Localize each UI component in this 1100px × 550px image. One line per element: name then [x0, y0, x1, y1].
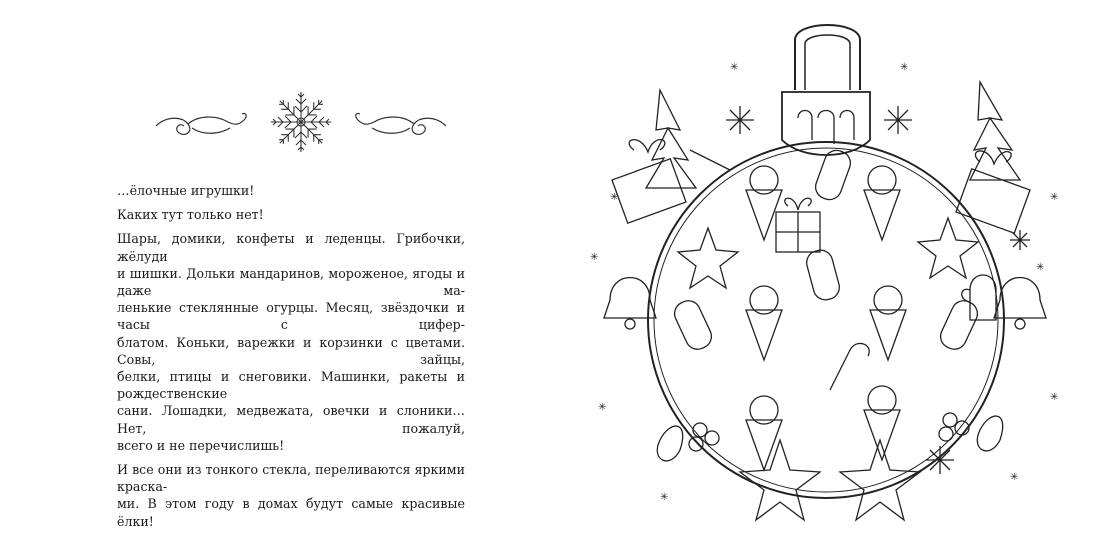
svg-text:✳: ✳: [610, 192, 619, 203]
paragraph-3-line: и шишки. Дольки мандаринов, мороженое, ягоды и даже ма-: [117, 265, 465, 299]
paragraph-4-line: И все они из тонкого стекла, переливаются яркими краска-: [117, 462, 465, 495]
svg-text:✳: ✳: [1036, 262, 1045, 273]
paragraph-3: [117, 230, 465, 454]
paragraph-3-line: Шары, домики, конфеты и леденцы. Грибочки, жёлуди: [117, 231, 465, 264]
paragraph-3-line: белки, птицы и снеговики. Машинки, ракеты и рождественские: [117, 369, 465, 402]
svg-text:✳: ✳: [598, 402, 607, 413]
snowflake-divider-icon: [148, 86, 454, 158]
paragraph-1: [117, 182, 465, 199]
svg-text:✳: ✳: [1010, 472, 1019, 483]
paragraph-2: [117, 206, 465, 223]
paragraph-2-text: Каких тут только нет!: [117, 207, 264, 223]
christmas-ornament-coloring-page-icon: [550, 0, 1100, 550]
svg-text:✳: ✳: [660, 492, 669, 503]
svg-text:✳: ✳: [1050, 392, 1059, 403]
paragraph-3-line: ленькие стеклянные огурцы. Месяц, звёздочки и часы с цифер-: [117, 300, 465, 333]
paragraph-3-line: сани. Лошадки, медвежата, овечки и слоники… Нет, пожалуй,: [117, 403, 465, 436]
svg-text:✳: ✳: [730, 62, 739, 73]
paragraph-3-line: блатом. Коньки, варежки и корзинки с цветами. Совы, зайцы,: [117, 334, 465, 367]
paragraph-3-line: всего и не перечислишь!: [117, 437, 285, 453]
svg-text:✳: ✳: [1050, 192, 1059, 203]
paragraph-1-text: …ёлочные игрушки!: [117, 183, 255, 198]
paragraph-4-line: ми. В этом году в домах будут самые красивые ёлки!: [117, 496, 465, 529]
svg-text:✳: ✳: [900, 62, 909, 73]
story-text: [117, 182, 465, 537]
paragraph-4: [117, 461, 465, 530]
svg-text:✳: ✳: [590, 252, 599, 263]
right-page: [550, 0, 1100, 550]
